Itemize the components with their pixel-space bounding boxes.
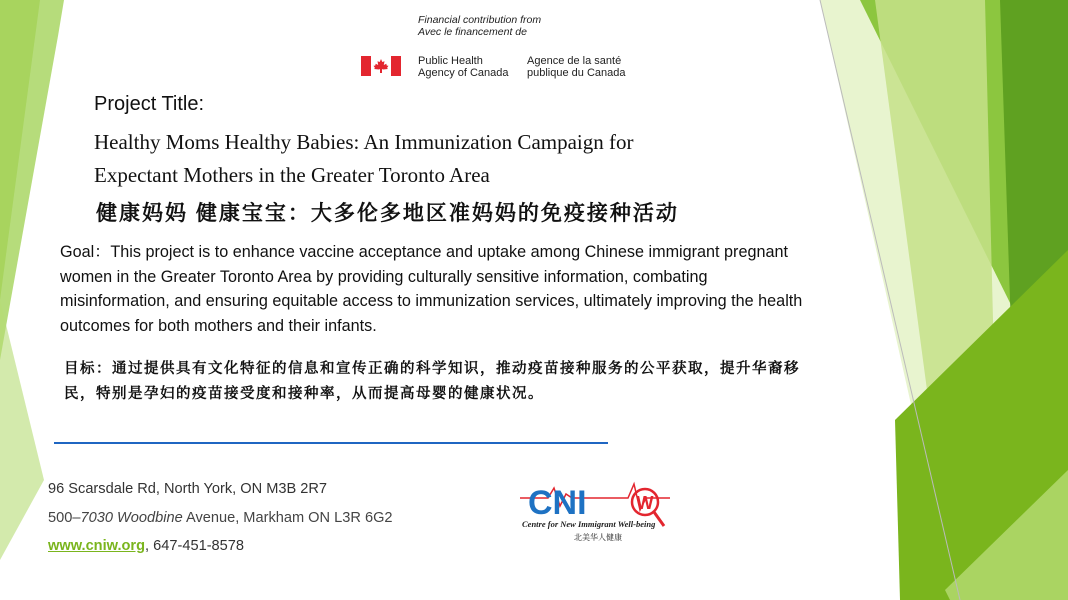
- agency-en-line-2: Agency of Canada: [418, 67, 509, 79]
- agency-fr-line-2: publique du Canada: [527, 67, 626, 79]
- logo-name-en: Centre for New Immigrant Well-being: [522, 519, 656, 529]
- project-title-en-line-2: Expectant Mothers in the Greater Toronto Area: [94, 163, 490, 187]
- website-link[interactable]: www.cniw.org: [48, 538, 146, 554]
- funder-text: [418, 14, 541, 38]
- contact-line: [48, 538, 244, 554]
- logo-letters: CNI: [528, 484, 587, 522]
- logo-w-letter: W: [636, 493, 654, 513]
- address-markham: [48, 510, 393, 526]
- project-title-zh: 健康妈妈 健康宝宝：大多伦多地区准妈妈的免疫接种活动: [96, 202, 679, 225]
- agency-name-fr: [527, 55, 625, 79]
- address-north-york: 96 Scarsdale Rd, North York, ON M3B 2R7: [48, 481, 328, 497]
- funder-line-1: Financial contribution from: [418, 14, 542, 26]
- canada-flag-icon: [361, 56, 401, 76]
- project-title-en-line-1: Healthy Moms Healthy Babies: An Immunization Campaign for: [94, 130, 634, 154]
- agency-en-line-1: Public Health: [418, 55, 483, 67]
- blue-divider: [54, 442, 608, 444]
- goal-text-zh: 目标：通过提供具有文化特征的信息和宣传正确的科学知识，推动疫苗接种服务的公平获取，提升华裔移民，特别是孕妇的疫苗接受度和接种率，从而提高母婴的健康状况。: [64, 361, 800, 402]
- goal-text-en: Goal：This project is to enhance vaccine acceptance and uptake among Chinese immigrant pregnant women in the Greater Toronto Area by providing culturally sensitive information, combating misinformation, and ensuring equitable access to immunization services, ultimately improving the health outcomes for both mothers and their infants.: [60, 243, 803, 335]
- logo-name-zh: 北美华人健康: [574, 533, 622, 542]
- phone-number: , 647-451-8578: [145, 538, 245, 554]
- address-markham-italic: 7030 Woodbine: [80, 510, 183, 526]
- cniw-logo: [518, 474, 678, 548]
- address-markham-prefix: 500–: [48, 510, 81, 526]
- agency-name-en: [418, 55, 509, 79]
- project-title-en: [94, 126, 734, 192]
- logo-magnifier-handle: [654, 512, 664, 526]
- address-markham-suffix: Avenue, Markham ON L3R 6G2: [182, 510, 393, 526]
- funder-line-2: Avec le financement de: [418, 26, 527, 38]
- project-title-label: Project Title:: [94, 93, 205, 115]
- agency-fr-line-1: Agence de la santé: [527, 55, 622, 67]
